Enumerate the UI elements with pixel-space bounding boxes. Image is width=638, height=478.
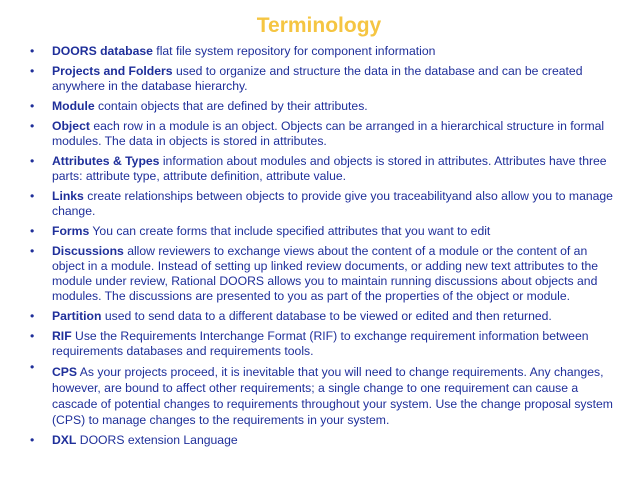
term-description: information about modules and objects is stored in attributes. Attributes have three parts: attribute type, attribute definition, attribute value. [52,154,607,183]
list-item-cps [30,360,615,428]
bullet-icon: • [30,44,35,58]
term-description: allow reviewers to exchange views about the content of a module or the content of an object in a module. Instead of setting up linked review documents, or adding new text attributes to the module under review, Rational DOORS allows you to maintain running discussions about objects and modules. The discussions are presented to you as part of the properties of the object or module. [52,244,599,303]
term-label: Partition [52,309,102,323]
term-label: Module [52,99,95,113]
term-label: Object [52,119,90,133]
terminology-list [30,44,615,453]
bullet-icon: • [30,154,35,168]
term-label: Projects and Folders [52,64,173,78]
list-item-projects-folders [30,64,615,94]
list-item-dxl [30,433,615,448]
bullet-icon: • [30,360,35,374]
slide-title: Terminology [256,14,382,37]
term-description: DOORS extension Language [76,433,238,447]
term-description: used to organize and structure the data in the database and can be created anywhere in the database hierarchy. [52,64,583,93]
term-label: CPS [52,365,78,379]
bullet-icon: • [30,119,35,133]
term-description: flat file system repository for component information [152,44,436,58]
term-description: used to send data to a different database to be viewed or edited and then returned. [101,309,552,323]
term-description: contain objects that are defined by their attributes. [94,99,368,113]
bullet-icon: • [30,224,35,238]
bullet-icon: • [30,329,35,343]
bullet-icon: • [30,189,35,203]
term-label: RIF [52,329,72,343]
term-description: each row in a module is an object. Objects can be arranged in a hierarchical structure in formal modules. The data in objects is stored in attributes. [52,119,605,148]
term-label: Attributes & Types [52,154,160,168]
bullet-icon: • [30,64,35,78]
term-label: Links [52,189,84,203]
list-item-discussions [30,244,615,304]
term-description: You can create forms that include specified attributes that you want to edit [89,224,491,238]
bullet-icon: • [30,99,35,113]
bullet-icon: • [30,244,35,258]
list-item-links [30,189,615,219]
term-description: create relationships between objects to provide give you traceabilityand also allow you to manage change. [52,189,613,218]
list-item-attributes-types [30,154,615,184]
list-item-module [30,99,615,114]
list-item-partition [30,309,615,324]
bullet-icon: • [30,309,35,323]
list-item-doors-database [30,44,615,59]
bullet-icon: • [30,433,35,447]
term-label: Forms [52,224,90,238]
term-label: DOORS database [52,44,153,58]
list-item-forms [30,224,615,239]
list-item-object [30,119,615,149]
term-description: Use the Requirements Interchange Format (RIF) to exchange requirement information between requirements databases and requirements tools. [52,329,589,358]
term-label: DXL [52,433,77,447]
list-item-rif [30,329,615,359]
term-label: Discussions [52,244,124,258]
term-description: As your projects proceed, it is inevitable that you will need to change requirements. Any changes, however, are bound to affect other requirements; a single change to one requirement can cause a cascade of potential changes to requirements throughout your system. Use the change proposal system (CPS) to manage changes to the requirements in your system. [52,365,613,427]
